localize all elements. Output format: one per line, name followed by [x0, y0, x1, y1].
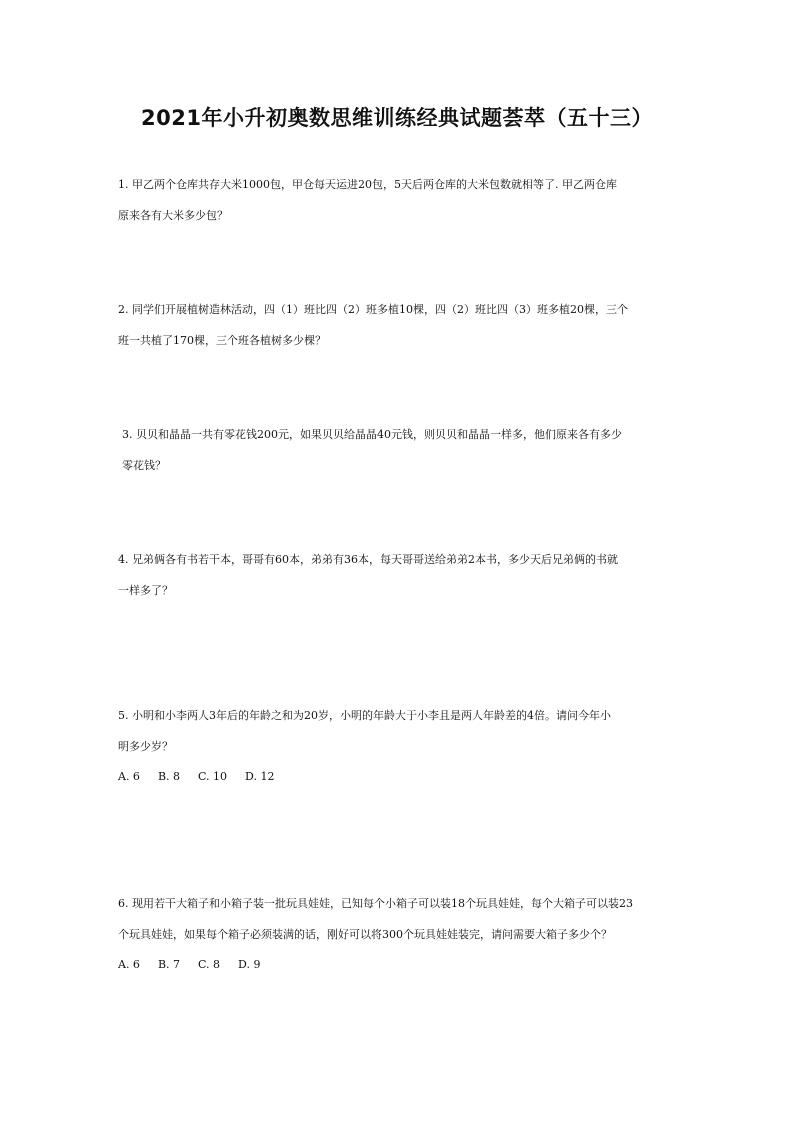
option-c: C. 8 [198, 958, 221, 971]
question-6 [118, 897, 680, 972]
question-line: 一样多了？ [118, 584, 173, 597]
question-3 [122, 428, 684, 473]
question-line: 2. 同学们开展植树造林活动，四（1）班比四（2）班多植10棵，四（2）班比四（3）班多植20棵，三个 [118, 303, 628, 316]
question-line: 1. 甲乙两个仓库共存大米1000包，甲仓每天运进20包，5天后两仓库的大米包数就相等了. 甲乙两仓库 [118, 178, 617, 191]
question-line: 原来各有大米多少包？ [118, 209, 228, 222]
option-d: D. 12 [245, 770, 275, 783]
option-a: A. 6 [118, 770, 140, 783]
question-line: 班一共植了170棵，三个班各植树多少棵？ [118, 334, 326, 347]
option-a: A. 6 [118, 958, 140, 971]
answer-options [118, 770, 680, 784]
question-1 [118, 178, 680, 223]
option-d: D. 9 [238, 958, 261, 971]
option-b: B. 7 [157, 958, 181, 971]
question-4 [118, 553, 680, 598]
question-line: 4. 兄弟俩各有书若干本，哥哥有60本，弟弟有36本，每天哥哥送给弟弟2本书，多少天后兄弟俩的书就 [118, 553, 618, 566]
question-line: 零花钱？ [122, 459, 166, 472]
question-line: 5. 小明和小李两人3年后的年龄之和为20岁，小明的年龄大于小李且是两人年龄差的4倍。请问今年小 [118, 709, 611, 722]
answer-options [118, 958, 680, 972]
question-line: 明多少岁？ [118, 740, 173, 753]
option-c: C. 10 [198, 770, 228, 783]
question-line: 个玩具娃娃，如果每个箱子必须装满的话，刚好可以将300个玩具娃娃装完，请问需要大箱子多少个？ [118, 928, 612, 941]
question-2 [118, 303, 680, 348]
page-title: 2021年小升初奥数思维训练经典试题荟萃（五十三） [141, 106, 653, 130]
option-b: B. 8 [157, 770, 181, 783]
question-5 [118, 709, 680, 784]
question-line: 3. 贝贝和晶晶一共有零花钱200元，如果贝贝给晶晶40元钱，则贝贝和晶晶一样多，他们原来各有多少 [122, 428, 622, 441]
question-line: 6. 现用若干大箱子和小箱子装一批玩具娃娃，已知每个小箱子可以装18个玩具娃娃，每个大箱子可以装23 [118, 897, 633, 910]
